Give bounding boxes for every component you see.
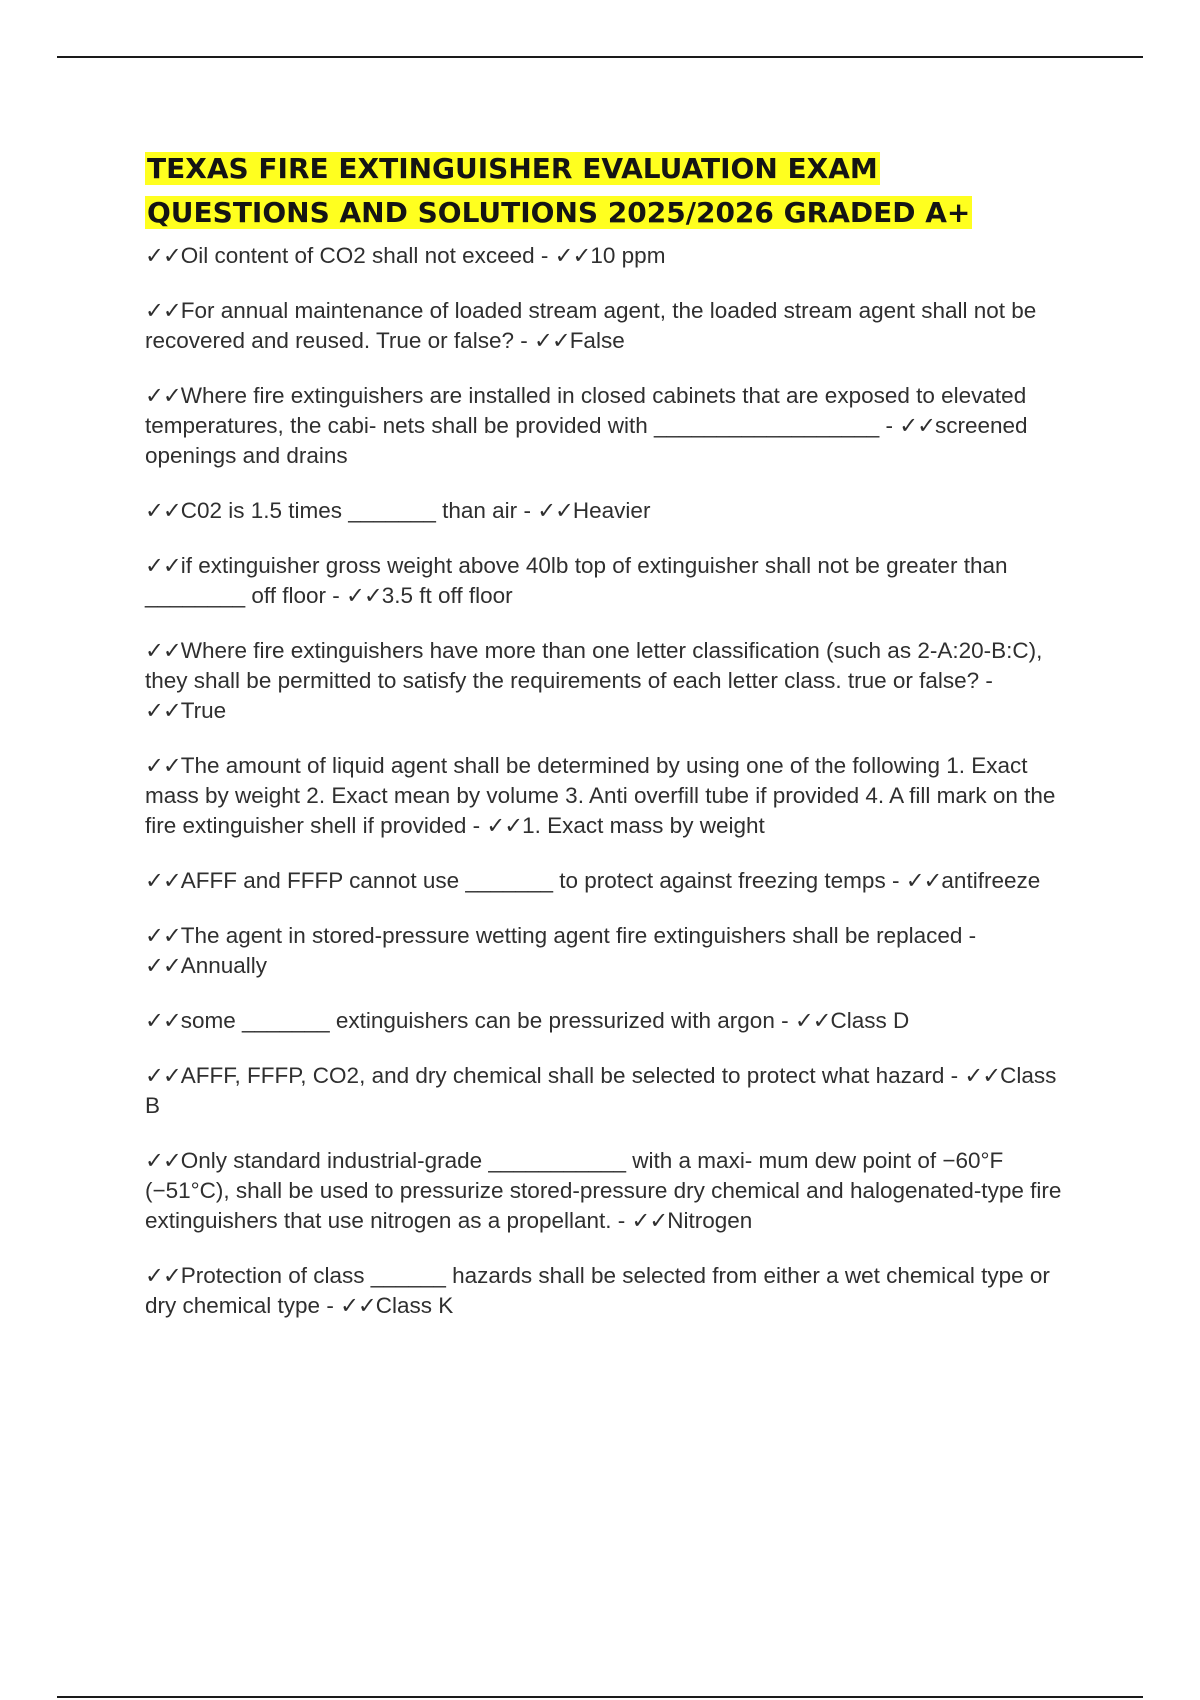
answer-separator: -	[774, 1008, 795, 1033]
check-mark-icon: ✓✓	[145, 698, 181, 723]
check-mark-icon: ✓✓	[794, 1008, 831, 1033]
qa-item	[145, 551, 1075, 611]
check-mark-icon: ✓✓	[533, 328, 570, 353]
bottom-rule	[57, 1696, 1143, 1698]
check-mark-icon: ✓✓	[145, 638, 181, 663]
answer-text: antifreeze	[941, 868, 1041, 893]
answer-text: 3.5 ft off floor	[381, 583, 513, 608]
check-mark-icon: ✓✓	[554, 243, 591, 268]
answer-text: Class D	[830, 1008, 910, 1033]
document-body	[145, 147, 1075, 1346]
top-rule	[57, 56, 1143, 58]
question-text: if extinguisher gross weight above 40lb top of extinguisher shall not be greater than ________ off floor	[145, 553, 1008, 608]
qa-item	[145, 921, 1075, 981]
qa-item	[145, 636, 1075, 726]
qa-item	[145, 496, 1075, 526]
answer-text: Heavier	[572, 498, 651, 523]
check-mark-icon: ✓✓	[145, 243, 181, 268]
check-mark-icon: ✓✓	[145, 953, 181, 978]
qa-item	[145, 1006, 1075, 1036]
answer-separator: -	[611, 1208, 632, 1233]
answer-separator: -	[879, 413, 900, 438]
answer-text: True	[180, 698, 227, 723]
answer-text: False	[569, 328, 625, 353]
check-mark-icon: ✓✓	[346, 583, 382, 608]
check-mark-icon: ✓✓	[631, 1208, 668, 1233]
question-text: For annual maintenance of loaded stream agent, the loaded stream agent shall not be recovered and reused. True or false?	[145, 298, 1037, 353]
check-mark-icon: ✓✓	[486, 813, 523, 838]
question-text: some _______ extinguishers can be pressurized with argon	[180, 1008, 775, 1033]
question-text: Only standard industrial-grade ___________ with a maxi- mum dew point of −60°F (−51°C), shall be used to pressurize stored-pressure dry chemical and halogenated-type fire extinguishers that use nitrogen as a propellant.	[145, 1148, 1062, 1233]
check-mark-icon: ✓✓	[964, 1063, 1001, 1088]
check-mark-icon: ✓✓	[145, 1008, 181, 1033]
question-text: The amount of liquid agent shall be determined by using one of the following 1. Exact mass by weight 2. Exact mean by volume 3. Anti overfill tube if provided 4. A fill mark on the fire extinguisher shell if provided	[145, 753, 1056, 838]
answer-separator: -	[534, 243, 555, 268]
check-mark-icon: ✓✓	[145, 1148, 181, 1173]
answer-text: Class K	[375, 1293, 454, 1318]
answer-text: Annually	[180, 953, 268, 978]
check-mark-icon: ✓✓	[145, 553, 181, 578]
qa-item	[145, 241, 1075, 271]
answer-separator: -	[962, 923, 977, 948]
question-text: AFFF and FFFP cannot use _______ to protect against freezing temps	[180, 868, 886, 893]
qa-item	[145, 1061, 1075, 1121]
check-mark-icon: ✓✓	[899, 413, 935, 438]
question-text: C02 is 1.5 times _______ than air	[180, 498, 518, 523]
qa-item	[145, 381, 1075, 471]
qa-item	[145, 1261, 1075, 1321]
answer-text: Class B	[145, 1063, 1057, 1118]
qa-item	[145, 866, 1075, 896]
question-text: Where fire extinguishers are installed in closed cabinets that are exposed to elevated temperatures, the cabi- nets shall be provided with __________________	[145, 383, 1027, 438]
qa-item	[145, 296, 1075, 356]
answer-separator: -	[979, 668, 993, 693]
check-mark-icon: ✓✓	[145, 1263, 181, 1288]
document-title	[145, 147, 1075, 235]
question-text: Oil content of CO2 shall not exceed	[180, 243, 535, 268]
answer-separator: -	[320, 1293, 341, 1318]
qa-item	[145, 751, 1075, 841]
answer-separator: -	[326, 583, 346, 608]
check-mark-icon: ✓✓	[340, 1293, 376, 1318]
check-mark-icon: ✓✓	[145, 753, 181, 778]
answer-separator: -	[517, 498, 538, 523]
answer-separator: -	[513, 328, 534, 353]
answer-separator: -	[944, 1063, 965, 1088]
answer-text: Nitrogen	[667, 1208, 753, 1233]
check-mark-icon: ✓✓	[145, 383, 181, 408]
question-text: Protection of class ______ hazards shall be selected from either a wet chemical type or dry chemical type	[145, 1263, 1050, 1318]
check-mark-icon: ✓✓	[537, 498, 573, 523]
check-mark-icon: ✓✓	[145, 923, 181, 948]
question-text: AFFF, FFFP, CO2, and dry chemical shall be selected to protect what hazard	[180, 1063, 945, 1088]
check-mark-icon: ✓✓	[905, 868, 942, 893]
title-line-2: QUESTIONS AND SOLUTIONS 2025/2026 GRADED A+	[147, 196, 971, 229]
qa-list	[145, 241, 1075, 1321]
answer-text: screened openings and drains	[145, 413, 1028, 468]
question-text: The agent in stored-pressure wetting agent fire extinguishers shall be replaced	[180, 923, 963, 948]
title-line-1: TEXAS FIRE EXTINGUISHER EVALUATION EXAM	[147, 152, 878, 185]
check-mark-icon: ✓✓	[145, 1063, 181, 1088]
qa-item	[145, 1146, 1075, 1236]
answer-text: 10 ppm	[590, 243, 666, 268]
answer-separator: -	[885, 868, 906, 893]
answer-separator: -	[466, 813, 487, 838]
answer-text: 1. Exact mass by weight	[522, 813, 765, 838]
check-mark-icon: ✓✓	[145, 298, 181, 323]
question-text: Where fire extinguishers have more than one letter classification (such as 2-A:20-B:C), they shall be permitted to satisfy the requirements of each letter class. true or false?	[145, 638, 1043, 693]
check-mark-icon: ✓✓	[145, 868, 181, 893]
check-mark-icon: ✓✓	[145, 498, 181, 523]
